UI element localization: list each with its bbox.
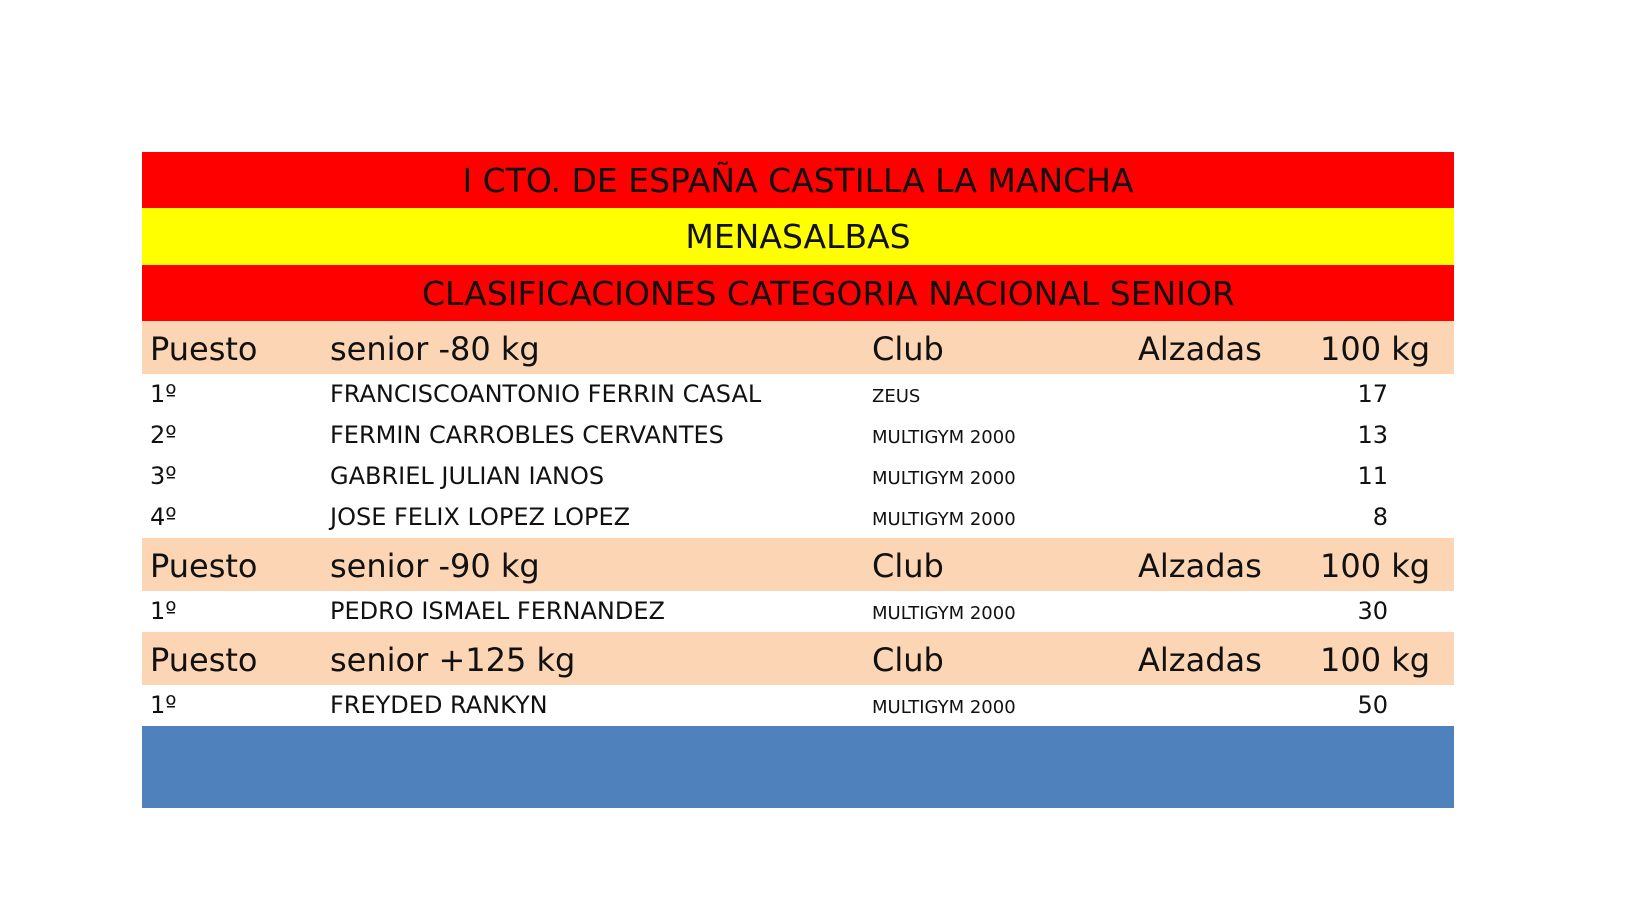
category-name: senior +125 kg: [330, 641, 576, 679]
position-header: Puesto: [150, 330, 258, 368]
lifts-header: Alzadas: [1138, 330, 1262, 368]
club-header: Club: [872, 547, 944, 585]
name-cell: JOSE FELIX LOPEZ LOPEZ: [330, 503, 631, 531]
category-header-row: [142, 321, 1454, 374]
category-header-row: [142, 538, 1454, 591]
category-header-row: [142, 632, 1454, 685]
position-cell: 2º: [150, 421, 177, 449]
club-header: Club: [872, 330, 944, 368]
category-section: [142, 321, 1454, 538]
lifts-cell: 11: [1357, 462, 1388, 490]
name-cell: FERMIN CARROBLES CERVANTES: [330, 421, 724, 449]
table-row: [142, 591, 1454, 632]
subtitle-band: [142, 265, 1454, 321]
lifts-cell: 13: [1357, 421, 1388, 449]
weight-header: 100 kg: [1320, 547, 1431, 585]
position-header: Puesto: [150, 641, 258, 679]
club-cell: ZEUS: [872, 386, 921, 407]
position-cell: 1º: [150, 380, 177, 408]
table-row: [142, 456, 1454, 497]
club-cell: MULTIGYM 2000: [872, 427, 1016, 448]
club-cell: MULTIGYM 2000: [872, 468, 1016, 489]
championship-title: I CTO. DE ESPAÑA CASTILLA LA MANCHA: [462, 160, 1134, 200]
category-section: [142, 538, 1454, 632]
name-cell: PEDRO ISMAEL FERNANDEZ: [330, 597, 665, 625]
category-section: [142, 632, 1454, 726]
weight-header: 100 kg: [1320, 641, 1431, 679]
classification-subtitle: CLASIFICACIONES CATEGORIA NACIONAL SENIOR: [422, 273, 1235, 313]
footer-band: [142, 726, 1454, 808]
position-cell: 1º: [150, 691, 177, 719]
table-row: [142, 415, 1454, 456]
position-cell: 3º: [150, 462, 177, 490]
name-cell: FREYDED RANKYN: [330, 691, 548, 719]
name-cell: GABRIEL JULIAN IANOS: [330, 462, 605, 490]
club-cell: MULTIGYM 2000: [872, 603, 1016, 624]
table-row: [142, 374, 1454, 415]
lifts-cell: 17: [1357, 380, 1388, 408]
location-band: [142, 208, 1454, 265]
weight-header: 100 kg: [1320, 330, 1431, 368]
location-title: MENASALBAS: [685, 217, 911, 256]
results-sheet: [142, 152, 1454, 808]
lifts-cell: 30: [1357, 597, 1388, 625]
title-band: [142, 152, 1454, 208]
club-cell: MULTIGYM 2000: [872, 697, 1016, 718]
lifts-header: Alzadas: [1138, 547, 1262, 585]
position-header: Puesto: [150, 547, 258, 585]
category-name: senior -80 kg: [330, 330, 540, 368]
table-row: [142, 497, 1454, 538]
name-cell: FRANCISCOANTONIO FERRIN CASAL: [330, 380, 762, 408]
table-row: [142, 685, 1454, 726]
club-header: Club: [872, 641, 944, 679]
lifts-cell: 8: [1372, 503, 1388, 531]
lifts-header: Alzadas: [1138, 641, 1262, 679]
position-cell: 1º: [150, 597, 177, 625]
lifts-cell: 50: [1357, 691, 1388, 719]
position-cell: 4º: [150, 503, 177, 531]
club-cell: MULTIGYM 2000: [872, 509, 1016, 530]
category-name: senior -90 kg: [330, 547, 540, 585]
